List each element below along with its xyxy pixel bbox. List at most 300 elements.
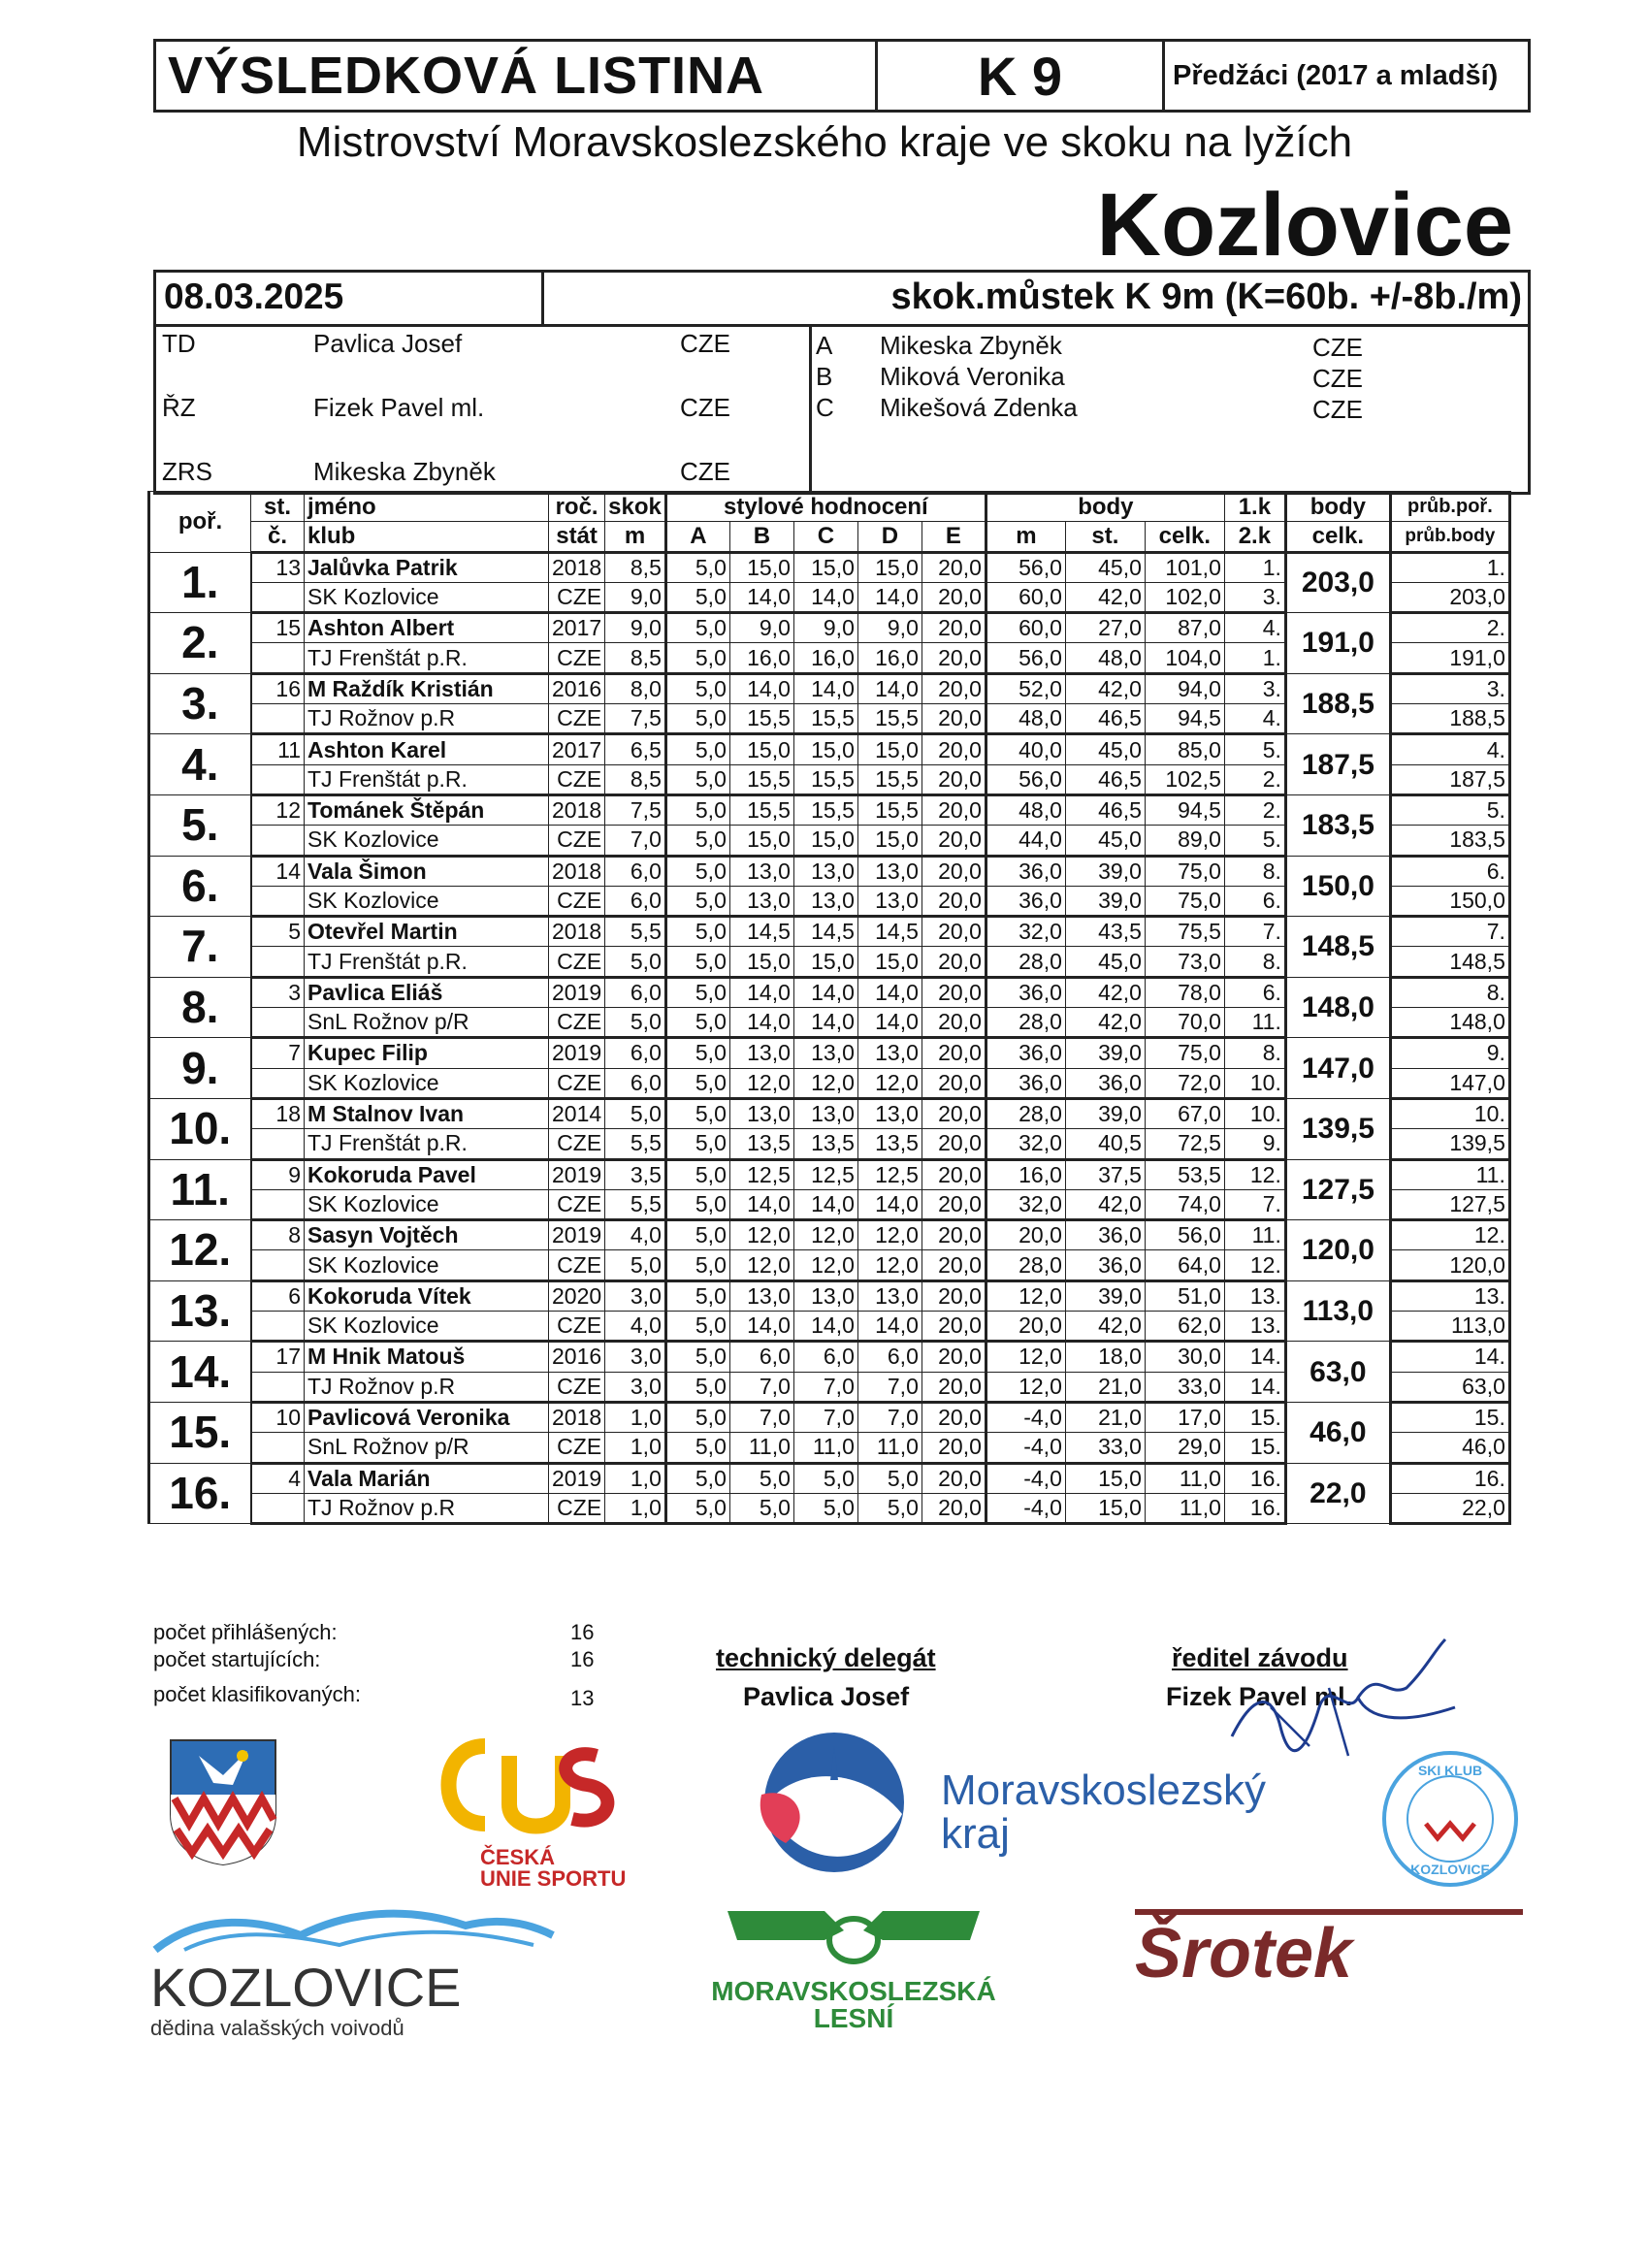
style-score: 5,0 — [665, 734, 729, 764]
hill-spec: skok.můstek K 9m (K=60b. +/-8b./m) — [544, 273, 1528, 327]
rank-cell: 6. — [149, 856, 251, 917]
table-row — [149, 856, 1510, 886]
club-name: TJ Rožnov p.R — [305, 1372, 549, 1402]
style-score: 20,0 — [922, 1312, 986, 1342]
table-row — [149, 1280, 1510, 1311]
style-score: 20,0 — [922, 977, 986, 1007]
style-points: 42,0 — [1065, 1312, 1145, 1342]
distance-points: 20,0 — [986, 1220, 1065, 1250]
style-score: 13,0 — [729, 886, 793, 916]
style-points: 21,0 — [1065, 1402, 1145, 1432]
table-row — [149, 1098, 1510, 1128]
style-score: 7,0 — [793, 1402, 857, 1432]
style-score: 20,0 — [922, 917, 986, 947]
judge-name: Mikešová Zdenka — [880, 393, 1078, 422]
distance-points: 32,0 — [986, 917, 1065, 947]
srotek-text: Šrotek — [1135, 1915, 1353, 1989]
table-subheader-row — [149, 522, 1510, 552]
jump-distance: 5,0 — [605, 1098, 666, 1128]
style-score: 20,0 — [922, 1008, 986, 1038]
table-row — [149, 1159, 1510, 1189]
bib-cell-empty — [251, 582, 305, 612]
style-score: 13,0 — [857, 1280, 922, 1311]
judge-nat: CZE — [1312, 395, 1363, 424]
table-row — [149, 794, 1510, 825]
distance-points: 36,0 — [986, 1038, 1065, 1068]
distance-points: 60,0 — [986, 582, 1065, 612]
club-name: SK Kozlovice — [305, 886, 549, 916]
style-score: 14,0 — [857, 1008, 922, 1038]
total-points: 120,0 — [1285, 1220, 1390, 1281]
rank-cell: 15. — [149, 1402, 251, 1463]
style-score: 12,0 — [793, 1068, 857, 1098]
style-score: 14,0 — [729, 582, 793, 612]
style-score: 14,5 — [857, 917, 922, 947]
athlete-name: Pavlicová Veronika — [305, 1402, 549, 1432]
style-score: 15,5 — [729, 704, 793, 734]
style-score: 5,0 — [665, 1463, 729, 1493]
col-round-header: 1.k — [1224, 492, 1285, 522]
style-score: 15,0 — [793, 826, 857, 856]
progress-points: 187,5 — [1390, 764, 1509, 794]
distance-points: 12,0 — [986, 1280, 1065, 1311]
table-row — [149, 1402, 1510, 1432]
athlete-name: Kupec Filip — [305, 1038, 549, 1068]
nationality: CZE — [549, 643, 605, 673]
nationality: CZE — [549, 1493, 605, 1523]
table-row — [149, 552, 1510, 582]
nationality: CZE — [549, 826, 605, 856]
birth-year: 2018 — [549, 1402, 605, 1432]
style-score: 7,0 — [729, 1372, 793, 1402]
distance-points: 36,0 — [986, 1068, 1065, 1098]
style-score: 16,0 — [729, 643, 793, 673]
nationality: CZE — [549, 1068, 605, 1098]
col-distance-subheader: m — [605, 522, 666, 552]
progress-rank: 5. — [1390, 794, 1509, 825]
distance-points: 16,0 — [986, 1159, 1065, 1189]
progress-points: 120,0 — [1390, 1250, 1509, 1280]
style-score: 5,0 — [665, 1342, 729, 1372]
style-points: 39,0 — [1065, 1038, 1145, 1068]
style-score: 5,0 — [665, 1493, 729, 1523]
style-score: 14,0 — [793, 1008, 857, 1038]
bib-cell-empty — [251, 1372, 305, 1402]
jump-points: 17,0 — [1145, 1402, 1224, 1432]
competition-date: 08.03.2025 — [156, 273, 544, 327]
jump-distance: 3,0 — [605, 1280, 666, 1311]
style-score: 5,0 — [665, 1068, 729, 1098]
official-name: Fizek Pavel ml. — [313, 393, 485, 422]
jump-distance: 5,0 — [605, 1008, 666, 1038]
nationality: CZE — [549, 1312, 605, 1342]
jump-points: 33,0 — [1145, 1372, 1224, 1402]
athlete-name: M Raždík Kristián — [305, 673, 549, 703]
round-rank: 11. — [1224, 1220, 1285, 1250]
style-score: 5,0 — [665, 613, 729, 643]
style-points: 21,0 — [1065, 1372, 1145, 1402]
style-score: 20,0 — [922, 1493, 986, 1523]
bib-cell-empty — [251, 947, 305, 977]
style-points: 40,5 — [1065, 1129, 1145, 1159]
jump-distance: 6,0 — [605, 886, 666, 916]
jump-distance: 1,0 — [605, 1402, 666, 1432]
rank-cell: 14. — [149, 1342, 251, 1403]
bib-cell-empty — [251, 826, 305, 856]
jump-distance: 6,0 — [605, 977, 666, 1007]
director-title: ředitel závodu — [1172, 1643, 1348, 1672]
athlete-name: Otevřel Martin — [305, 917, 549, 947]
style-score: 5,0 — [665, 1159, 729, 1189]
club-name: TJ Rožnov p.R — [305, 1493, 549, 1523]
jump-points: 62,0 — [1145, 1312, 1224, 1342]
judge-e-header: E — [922, 522, 986, 552]
msk-line2: kraj — [941, 1810, 1010, 1858]
distance-points: 28,0 — [986, 947, 1065, 977]
bib-cell: 13 — [251, 552, 305, 582]
jump-points: 89,0 — [1145, 826, 1224, 856]
style-score: 5,0 — [729, 1493, 793, 1523]
athlete-name: Ashton Karel — [305, 734, 549, 764]
style-score: 15,5 — [793, 704, 857, 734]
style-score: 14,0 — [793, 977, 857, 1007]
athlete-name: Tománek Štěpán — [305, 794, 549, 825]
style-score: 15,5 — [729, 764, 793, 794]
distance-points: 12,0 — [986, 1342, 1065, 1372]
nationality: CZE — [549, 1008, 605, 1038]
nationality: CZE — [549, 1250, 605, 1280]
style-points: 39,0 — [1065, 1280, 1145, 1311]
col-year-header: roč. — [549, 492, 605, 522]
distance-points: -4,0 — [986, 1493, 1065, 1523]
judge-b-header: B — [729, 522, 793, 552]
birth-year: 2016 — [549, 1342, 605, 1372]
style-points: 46,5 — [1065, 704, 1145, 734]
rank-cell: 5. — [149, 794, 251, 856]
style-points: 48,0 — [1065, 643, 1145, 673]
round-rank: 14. — [1224, 1372, 1285, 1402]
col-bib-subheader: č. — [251, 522, 305, 552]
table-row — [149, 734, 1510, 764]
jump-distance: 6,0 — [605, 1038, 666, 1068]
nationality: CZE — [549, 886, 605, 916]
athlete-name: Jalůvka Patrik — [305, 552, 549, 582]
style-score: 5,0 — [665, 1189, 729, 1219]
style-score: 7,0 — [857, 1402, 922, 1432]
jump-points: 78,0 — [1145, 977, 1224, 1007]
progress-points: 148,5 — [1390, 947, 1509, 977]
style-score: 12,0 — [729, 1068, 793, 1098]
jump-points: 72,0 — [1145, 1068, 1224, 1098]
distance-points: 56,0 — [986, 643, 1065, 673]
style-points: 45,0 — [1065, 734, 1145, 764]
round-rank: 13. — [1224, 1280, 1285, 1311]
total-points: 150,0 — [1285, 856, 1390, 917]
style-score: 13,5 — [729, 1129, 793, 1159]
style-score: 14,5 — [729, 917, 793, 947]
col-total-header: body — [1285, 492, 1390, 522]
bib-cell-empty — [251, 1433, 305, 1463]
distance-points: 52,0 — [986, 673, 1065, 703]
style-score: 5,0 — [665, 917, 729, 947]
rank-cell: 8. — [149, 977, 251, 1038]
total-points: 46,0 — [1285, 1402, 1390, 1463]
style-score: 20,0 — [922, 856, 986, 886]
lesni-line1: MORAVSKOSLEZSKÁ — [711, 1976, 996, 2006]
jump-points: 64,0 — [1145, 1250, 1224, 1280]
round-rank: 10. — [1224, 1098, 1285, 1128]
progress-points: 22,0 — [1390, 1493, 1509, 1523]
progress-points: 63,0 — [1390, 1372, 1509, 1402]
style-score: 14,0 — [729, 673, 793, 703]
style-score: 6,0 — [793, 1342, 857, 1372]
total-points: 187,5 — [1285, 734, 1390, 795]
style-points: 18,0 — [1065, 1342, 1145, 1372]
club-name: TJ Frenštát p.R. — [305, 764, 549, 794]
table-row — [149, 673, 1510, 703]
round-rank: 1. — [1224, 552, 1285, 582]
jump-points: 75,0 — [1145, 1038, 1224, 1068]
style-score: 6,0 — [729, 1342, 793, 1372]
td-name: Pavlica Josef — [743, 1682, 910, 1711]
style-score: 13,0 — [857, 856, 922, 886]
distance-points: 56,0 — [986, 552, 1065, 582]
total-points: 183,5 — [1285, 794, 1390, 856]
nationality: CZE — [549, 947, 605, 977]
birth-year: 2019 — [549, 1220, 605, 1250]
style-score: 13,0 — [857, 886, 922, 916]
style-score: 12,0 — [857, 1068, 922, 1098]
athlete-name: M Stalnov Ivan — [305, 1098, 549, 1128]
style-score: 12,0 — [793, 1250, 857, 1280]
progress-rank: 2. — [1390, 613, 1509, 643]
bib-cell-empty — [251, 1129, 305, 1159]
style-score: 13,0 — [793, 1098, 857, 1128]
jump-points: 56,0 — [1145, 1220, 1224, 1250]
col-bib-header: st. — [251, 492, 305, 522]
distance-points: -4,0 — [986, 1433, 1065, 1463]
style-score: 20,0 — [922, 1280, 986, 1311]
style-score: 12,5 — [857, 1159, 922, 1189]
style-score: 5,0 — [665, 552, 729, 582]
jump-points: 94,5 — [1145, 704, 1224, 734]
kozlovice-name: KOZLOVICE — [150, 1957, 462, 2018]
distance-points: 56,0 — [986, 764, 1065, 794]
style-score: 11,0 — [857, 1433, 922, 1463]
style-score: 14,0 — [729, 1312, 793, 1342]
round-rank: 12. — [1224, 1250, 1285, 1280]
bib-cell-empty — [251, 1008, 305, 1038]
style-points: 42,0 — [1065, 582, 1145, 612]
style-score: 13,0 — [793, 1038, 857, 1068]
jump-distance: 8,5 — [605, 764, 666, 794]
jump-distance: 9,0 — [605, 582, 666, 612]
athlete-name: Vala Marián — [305, 1463, 549, 1493]
birth-year: 2018 — [549, 917, 605, 947]
round-rank: 3. — [1224, 673, 1285, 703]
distance-points: 36,0 — [986, 856, 1065, 886]
table-row — [149, 917, 1510, 947]
style-points: 42,0 — [1065, 673, 1145, 703]
jump-points: 72,5 — [1145, 1129, 1224, 1159]
bib-cell: 3 — [251, 977, 305, 1007]
style-score: 15,5 — [793, 794, 857, 825]
progress-points: 148,0 — [1390, 1008, 1509, 1038]
bib-cell: 15 — [251, 613, 305, 643]
style-score: 5,0 — [665, 1433, 729, 1463]
style-score: 5,0 — [857, 1463, 922, 1493]
style-score: 16,0 — [793, 643, 857, 673]
club-name: TJ Rožnov p.R — [305, 704, 549, 734]
style-score: 20,0 — [922, 947, 986, 977]
jump-points: 73,0 — [1145, 947, 1224, 977]
jump-distance: 5,5 — [605, 1189, 666, 1219]
total-points: 127,5 — [1285, 1159, 1390, 1220]
jump-points: 102,5 — [1145, 764, 1224, 794]
club-name: SK Kozlovice — [305, 1250, 549, 1280]
event-name: Mistrovství Moravskoslezského kraje ve skoku na lyžích — [296, 118, 1353, 166]
rank-cell: 3. — [149, 673, 251, 734]
progress-rank: 4. — [1390, 734, 1509, 764]
col-jump-header: skok — [605, 492, 666, 522]
athlete-name: Vala Šimon — [305, 856, 549, 886]
bib-cell: 10 — [251, 1402, 305, 1432]
rank-cell: 4. — [149, 734, 251, 795]
moravskoslezsky-kraj-logo — [757, 1727, 1300, 1882]
competition-info — [153, 270, 1531, 495]
style-score: 15,0 — [857, 552, 922, 582]
round-rank: 16. — [1224, 1493, 1285, 1523]
club-name: SK Kozlovice — [305, 1312, 549, 1342]
distance-points: 28,0 — [986, 1098, 1065, 1128]
style-score: 14,0 — [729, 1008, 793, 1038]
style-points: 45,0 — [1065, 826, 1145, 856]
style-score: 15,0 — [793, 734, 857, 764]
style-score: 11,0 — [793, 1433, 857, 1463]
style-score: 12,0 — [729, 1250, 793, 1280]
bib-cell: 4 — [251, 1463, 305, 1493]
style-points: 36,0 — [1065, 1068, 1145, 1098]
style-score: 13,0 — [729, 856, 793, 886]
distance-points: 28,0 — [986, 1250, 1065, 1280]
style-score: 5,0 — [665, 673, 729, 703]
round-rank: 9. — [1224, 1129, 1285, 1159]
progress-rank: 12. — [1390, 1220, 1509, 1250]
progress-points: 188,5 — [1390, 704, 1509, 734]
athlete-name: Sasyn Vojtěch — [305, 1220, 549, 1250]
style-score: 5,0 — [665, 1008, 729, 1038]
style-points: 36,0 — [1065, 1250, 1145, 1280]
style-score: 20,0 — [922, 1220, 986, 1250]
progress-points: 150,0 — [1390, 886, 1509, 916]
info-divider — [809, 327, 812, 492]
style-score: 16,0 — [857, 643, 922, 673]
round-rank: 8. — [1224, 856, 1285, 886]
col-progress-header: průb.poř. — [1390, 492, 1509, 522]
style-points: 42,0 — [1065, 977, 1145, 1007]
nationality: CZE — [549, 704, 605, 734]
jump-points: 85,0 — [1145, 734, 1224, 764]
birth-year: 2018 — [549, 794, 605, 825]
official-nat: CZE — [680, 457, 730, 486]
round-rank: 11. — [1224, 1008, 1285, 1038]
total-points: 148,0 — [1285, 977, 1390, 1038]
round-rank: 15. — [1224, 1402, 1285, 1432]
birth-year: 2018 — [549, 552, 605, 582]
progress-points: 203,0 — [1390, 582, 1509, 612]
distance-points: 28,0 — [986, 1008, 1065, 1038]
rank-cell: 7. — [149, 917, 251, 978]
total-points: 203,0 — [1285, 552, 1390, 613]
style-score: 13,0 — [793, 1280, 857, 1311]
style-score: 7,0 — [793, 1372, 857, 1402]
club-name: SK Kozlovice — [305, 826, 549, 856]
club-name: SnL Rožnov p/R — [305, 1008, 549, 1038]
style-score: 5,0 — [665, 1372, 729, 1402]
bib-cell-empty — [251, 1312, 305, 1342]
style-score: 5,0 — [665, 1098, 729, 1128]
judge-d-header: D — [857, 522, 922, 552]
official-name: Pavlica Josef — [313, 329, 463, 358]
moravskoslezska-lesni-logo — [640, 1901, 1067, 2037]
rank-cell: 12. — [149, 1220, 251, 1281]
progress-rank: 11. — [1390, 1159, 1509, 1189]
distance-points: 44,0 — [986, 826, 1065, 856]
started-count: 16 — [570, 1647, 595, 1671]
progress-rank: 14. — [1390, 1342, 1509, 1372]
bib-cell: 17 — [251, 1342, 305, 1372]
ceska-unie-sportu-logo — [417, 1727, 630, 1892]
style-score: 9,0 — [729, 613, 793, 643]
progress-rank: 7. — [1390, 917, 1509, 947]
bib-cell-empty — [251, 704, 305, 734]
round-rank: 14. — [1224, 1342, 1285, 1372]
jump-points: 75,5 — [1145, 917, 1224, 947]
round-rank: 2. — [1224, 764, 1285, 794]
jump-distance: 7,0 — [605, 826, 666, 856]
jump-distance: 6,0 — [605, 856, 666, 886]
style-score: 5,0 — [665, 947, 729, 977]
style-score: 13,0 — [857, 1098, 922, 1128]
style-score: 13,0 — [857, 1038, 922, 1068]
official-role: TD — [162, 329, 196, 358]
distance-points: -4,0 — [986, 1402, 1065, 1432]
round-rank: 2. — [1224, 794, 1285, 825]
round-rank: 15. — [1224, 1433, 1285, 1463]
round-rank: 8. — [1224, 947, 1285, 977]
progress-points: 147,0 — [1390, 1068, 1509, 1098]
style-score: 13,0 — [793, 886, 857, 916]
style-score: 14,5 — [793, 917, 857, 947]
jump-points: 87,0 — [1145, 613, 1224, 643]
style-score: 5,0 — [857, 1493, 922, 1523]
jump-distance: 4,0 — [605, 1312, 666, 1342]
nationality: CZE — [549, 582, 605, 612]
table-row — [149, 1038, 1510, 1068]
style-score: 5,0 — [793, 1463, 857, 1493]
birth-year: 2020 — [549, 1280, 605, 1311]
style-score: 20,0 — [922, 1433, 986, 1463]
results-table — [147, 491, 1511, 1525]
style-score: 12,5 — [729, 1159, 793, 1189]
jump-distance: 5,0 — [605, 1250, 666, 1280]
table-row — [149, 1220, 1510, 1250]
style-score: 20,0 — [922, 1402, 986, 1432]
style-score: 15,0 — [729, 947, 793, 977]
official-nat: CZE — [680, 329, 730, 358]
table-row — [149, 977, 1510, 1007]
style-points: 42,0 — [1065, 1008, 1145, 1038]
